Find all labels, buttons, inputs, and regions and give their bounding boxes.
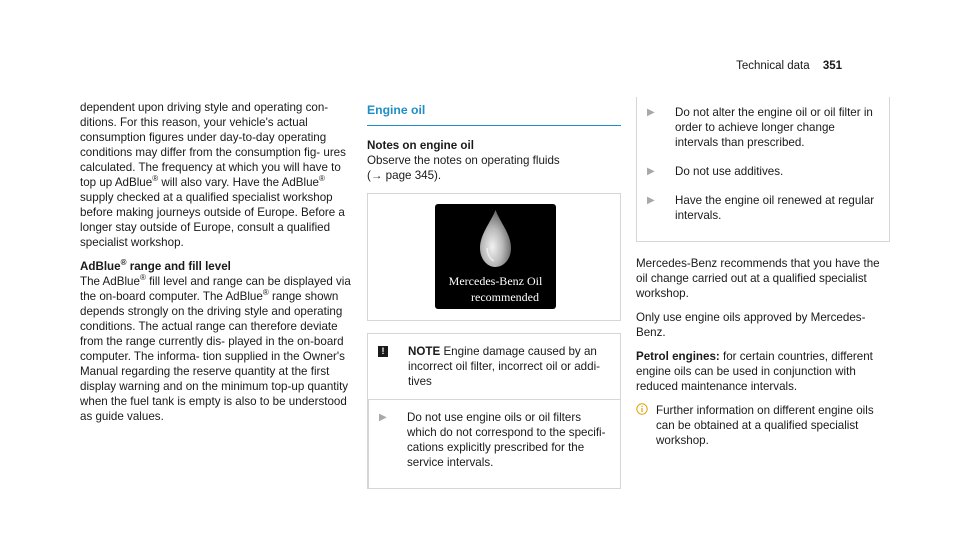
- arrow-right-icon: ▶: [647, 195, 655, 206]
- adblue-paragraph: The AdBlue® fill level and range can be displayed via the on-board computer. The AdBlue® range shown depends strongly on the driving style and operating conditions. The actual range can therefore deviate from the range currently dis- played in the on-board computer. The informa- tion supplied in the Owner's Manual regarding the reserve quantity at the first display warning and on the minimum top-up quantity when the fuel tank is empty is also to be understood as guide values.: [80, 273, 351, 423]
- adblue-heading: AdBlue® range and fill level: [80, 258, 231, 273]
- list-item: ▶ Do not use additives.: [647, 165, 784, 178]
- intro-paragraph: dependent upon driving style and operating con- ditions. For this reason, your vehicle's actual consumption figures under day-to-day operating conditions may differ from the consumption fig- ures calculated. The frequency at which you will have to top up AdBlue® will also vary. Have the AdBlue® supply checked at a qualified specialist workshop before making journeys outside of Europe. Before a longer stay outside of Europe, consult a qualified specialist workshop.: [80, 101, 346, 249]
- list-item: ▶ Do not alter the engine oil or oil filter in order to achieve longer change intervals than prescribed.: [647, 106, 873, 149]
- image-frame: [367, 193, 621, 321]
- page-header: [736, 59, 842, 74]
- approved-oils-paragraph: Only use engine oils approved by Mercedes- Benz.: [636, 311, 866, 339]
- note-continuation-box: [636, 97, 890, 242]
- note-bullets: [368, 400, 620, 488]
- column-left: [80, 100, 352, 433]
- observe-text: Observe the notes on operating fluids (→ page 345).: [367, 153, 621, 183]
- warning-icon: !: [378, 346, 388, 357]
- page-reference-link[interactable]: (→ page 345).: [367, 169, 442, 182]
- image-caption-line-2: recommended: [471, 290, 539, 304]
- note-header: [368, 334, 620, 399]
- arrow-right-icon: ▶: [647, 107, 655, 118]
- arrow-right-icon: ▶: [647, 166, 655, 177]
- section-title: Engine oil: [367, 103, 621, 126]
- arrow-right-icon: ▶: [379, 412, 387, 423]
- note-box: [367, 333, 621, 489]
- recommend-paragraph: Mercedes-Benz recommends that you have the oil change carried out at a qualified specialist workshop.: [636, 257, 880, 300]
- sub-title: Notes on engine oil: [367, 139, 474, 152]
- list-item: ▶ Have the engine oil renewed at regular intervals.: [647, 194, 875, 222]
- note-text: NOTE Engine damage caused by an incorrect oil filter, incorrect oil or addi- tives: [408, 345, 601, 388]
- oil-recommended-image: [435, 204, 556, 309]
- column-middle: [367, 100, 621, 489]
- column-right: [636, 100, 890, 457]
- image-caption-line-1: Mercedes-Benz Oil: [448, 274, 543, 288]
- list-item: ▶ Do not use engine oils or oil filters which do not correspond to the specifi- cations explicitly prescribed for the service intervals.: [379, 411, 606, 469]
- section-name: Technical data: [736, 60, 810, 72]
- info-icon: [636, 403, 648, 415]
- page-number: 351: [822, 60, 842, 72]
- petrol-engines-paragraph: Petrol engines: for certain countries, different engine oils can be used in conjunction with reduced maintenance intervals.: [636, 350, 873, 393]
- info-note: Further information on different engine oils can be obtained at a qualified specialist workshop.: [636, 403, 890, 448]
